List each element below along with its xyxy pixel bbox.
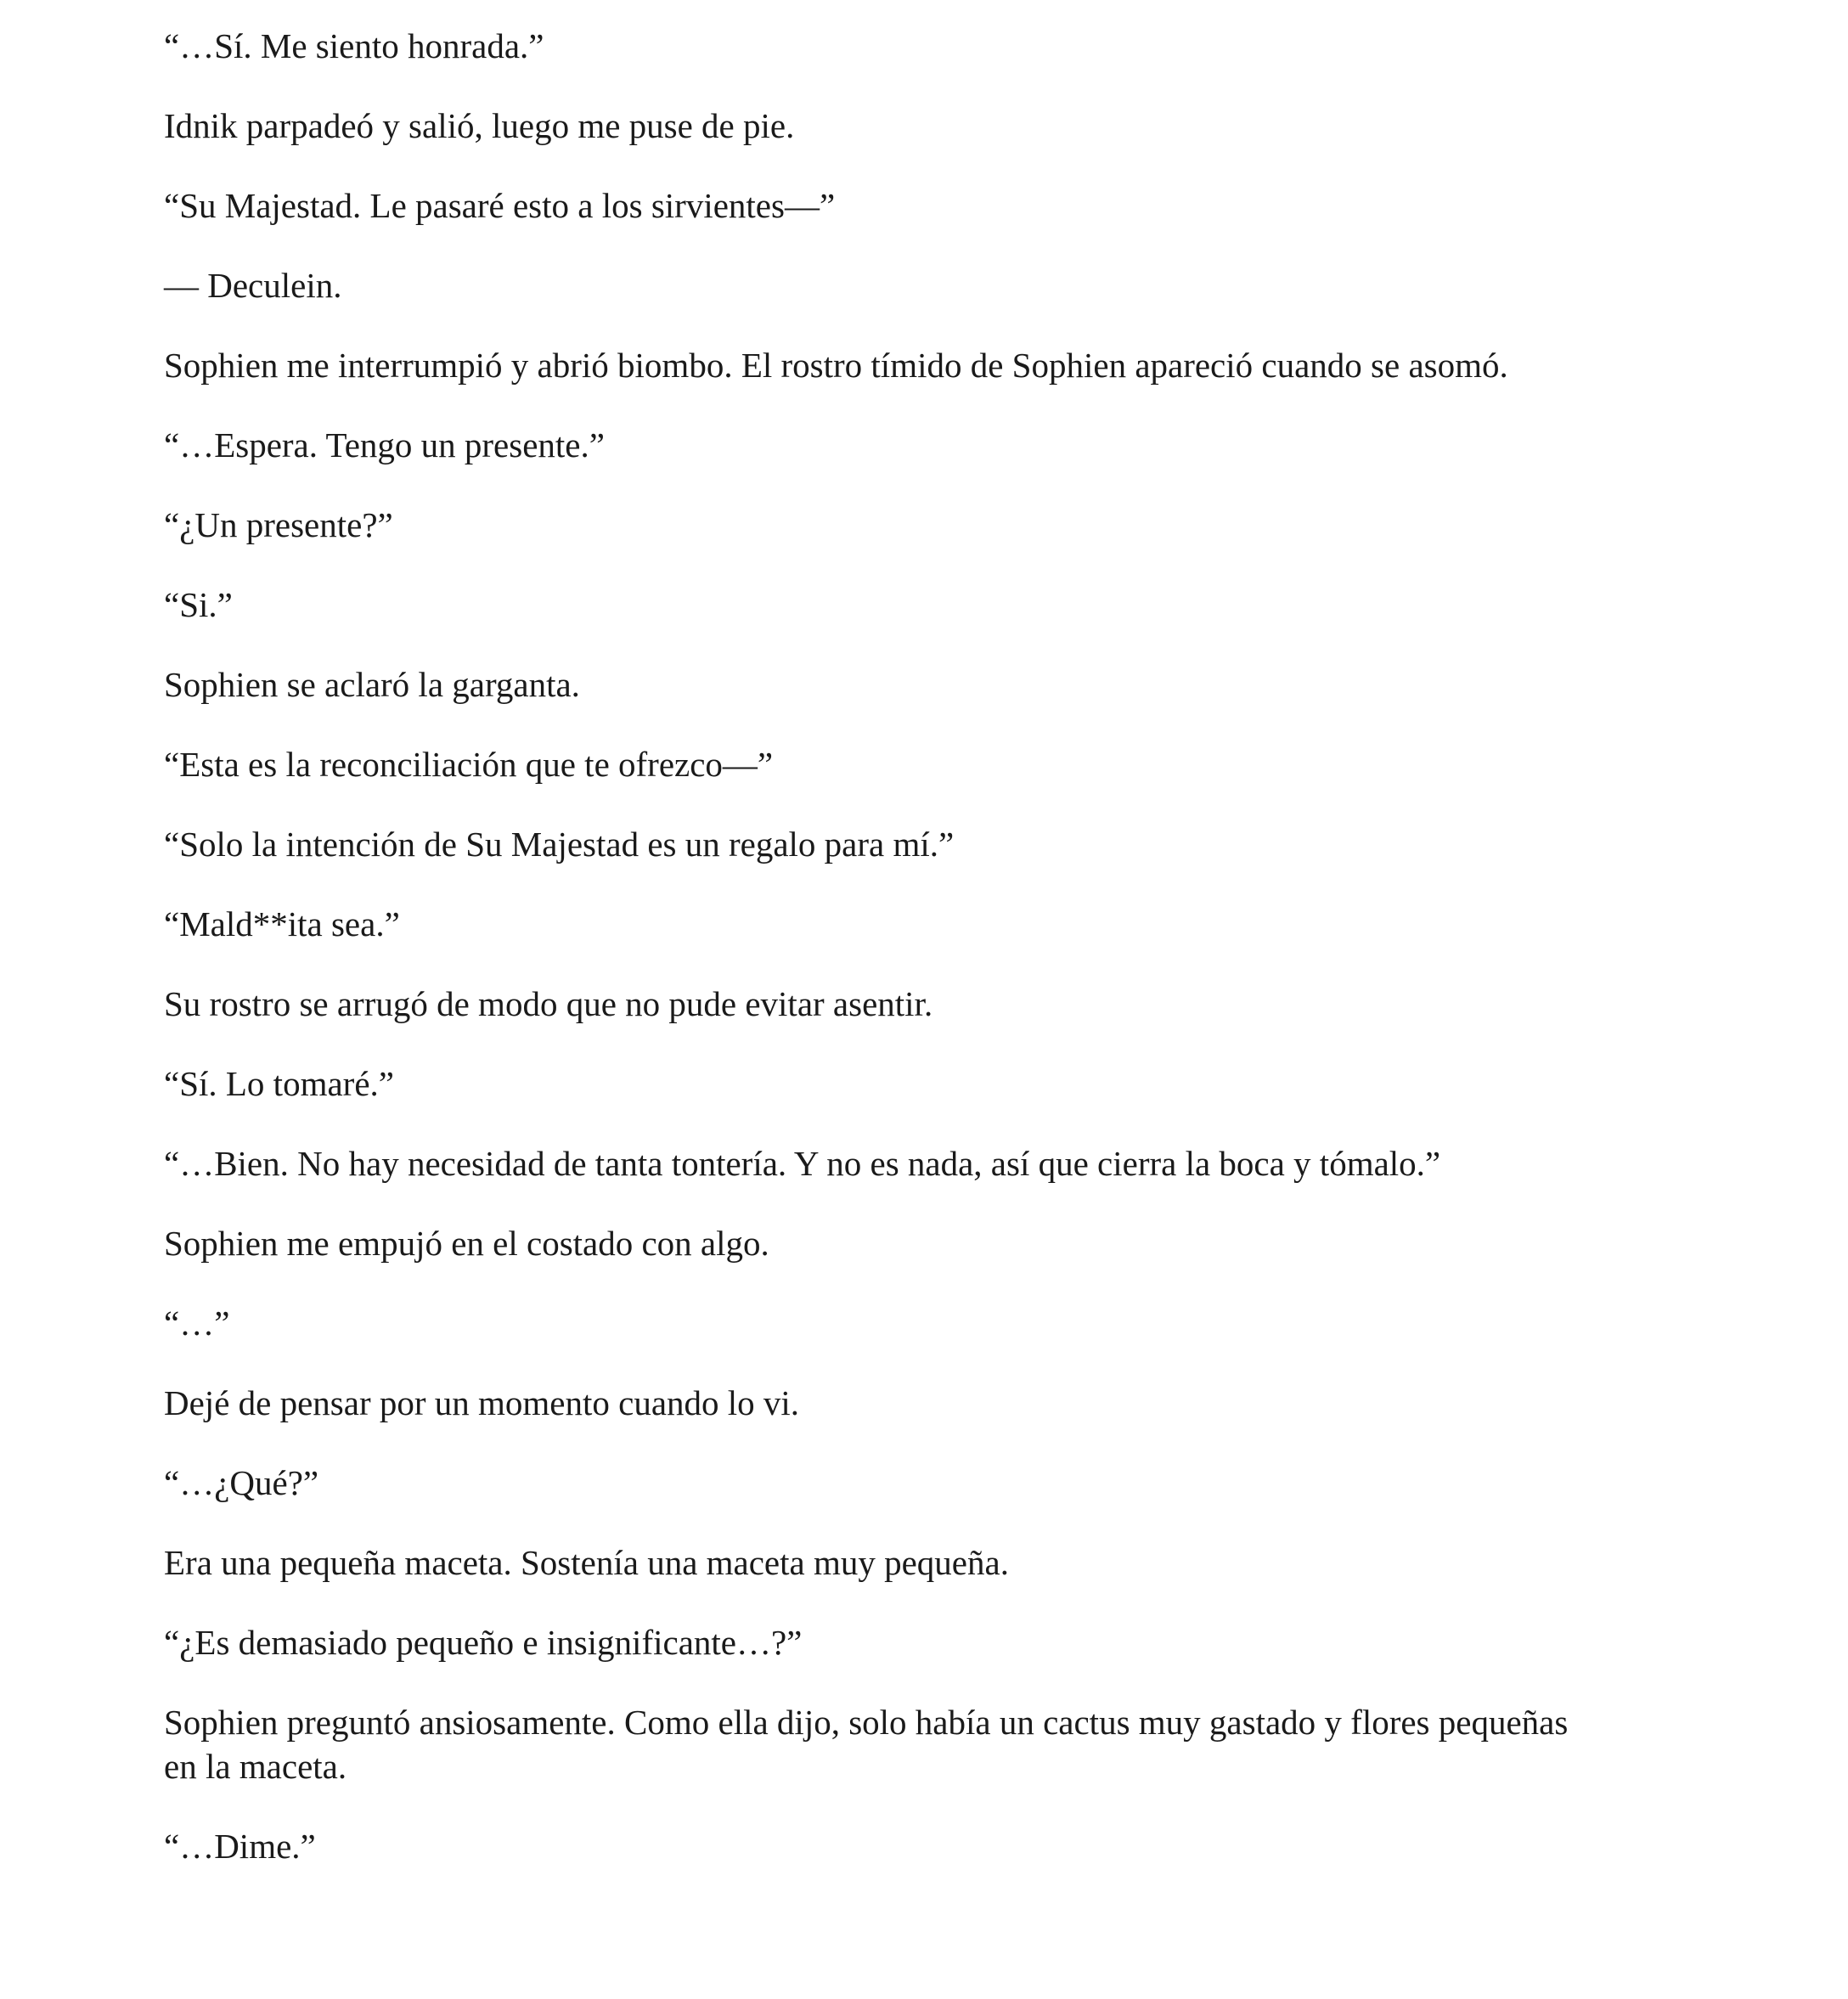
- paragraph: “…Espera. Tengo un presente.”: [164, 425, 605, 465]
- paragraph: Sophien me interrumpió y abrió biombo. El rostro tímido de Sophien apareció cuando se asomó.: [164, 346, 1508, 385]
- paragraph: “…Bien. No hay necesidad de tanta tontería. Y no es nada, así que cierra la boca y tómalo.”: [164, 1144, 1441, 1183]
- paragraph: “Sí. Lo tomaré.”: [164, 1064, 394, 1103]
- paragraph: “Solo la intención de Su Majestad es un regalo para mí.”: [164, 825, 955, 864]
- paragraph: Su rostro se arrugó de modo que no pude evitar asentir.: [164, 984, 933, 1023]
- paragraph: “¿Un presente?”: [164, 505, 393, 544]
- paragraph: “¿Es demasiado pequeño e insignificante…?”: [164, 1623, 803, 1662]
- paragraph: “…Sí. Me siento honrada.”: [164, 26, 544, 65]
- paragraph: Idnik parpadeó y salió, luego me puse de pie.: [164, 106, 795, 145]
- paragraph: Era una pequeña maceta. Sostenía una maceta muy pequeña.: [164, 1543, 1009, 1582]
- paragraph: Sophien me empujó en el costado con algo.: [164, 1224, 769, 1263]
- paragraph: “…Dime.”: [164, 1827, 316, 1866]
- paragraph: “Su Majestad. Le pasaré esto a los sirvientes—”: [164, 186, 836, 225]
- paragraph: “…¿Qué?”: [164, 1463, 319, 1502]
- paragraph: “Mald**ita sea.”: [164, 904, 400, 943]
- paragraph: “…”: [164, 1304, 230, 1343]
- paragraph: Dejé de pensar por un momento cuando lo vi.: [164, 1383, 800, 1422]
- paragraph: Sophien preguntó ansiosamente. Como ella dijo, solo había un cactus muy gastado y flores pequeñas en la maceta.: [164, 1703, 1569, 1786]
- document-body: [164, 24, 1693, 1904]
- paragraph: — Deculein.: [164, 266, 342, 305]
- paragraph: “Esta es la reconciliación que te ofrezco—”: [164, 745, 774, 784]
- paragraph: Sophien se aclaró la garganta.: [164, 665, 580, 704]
- paragraph: “Si.”: [164, 585, 233, 624]
